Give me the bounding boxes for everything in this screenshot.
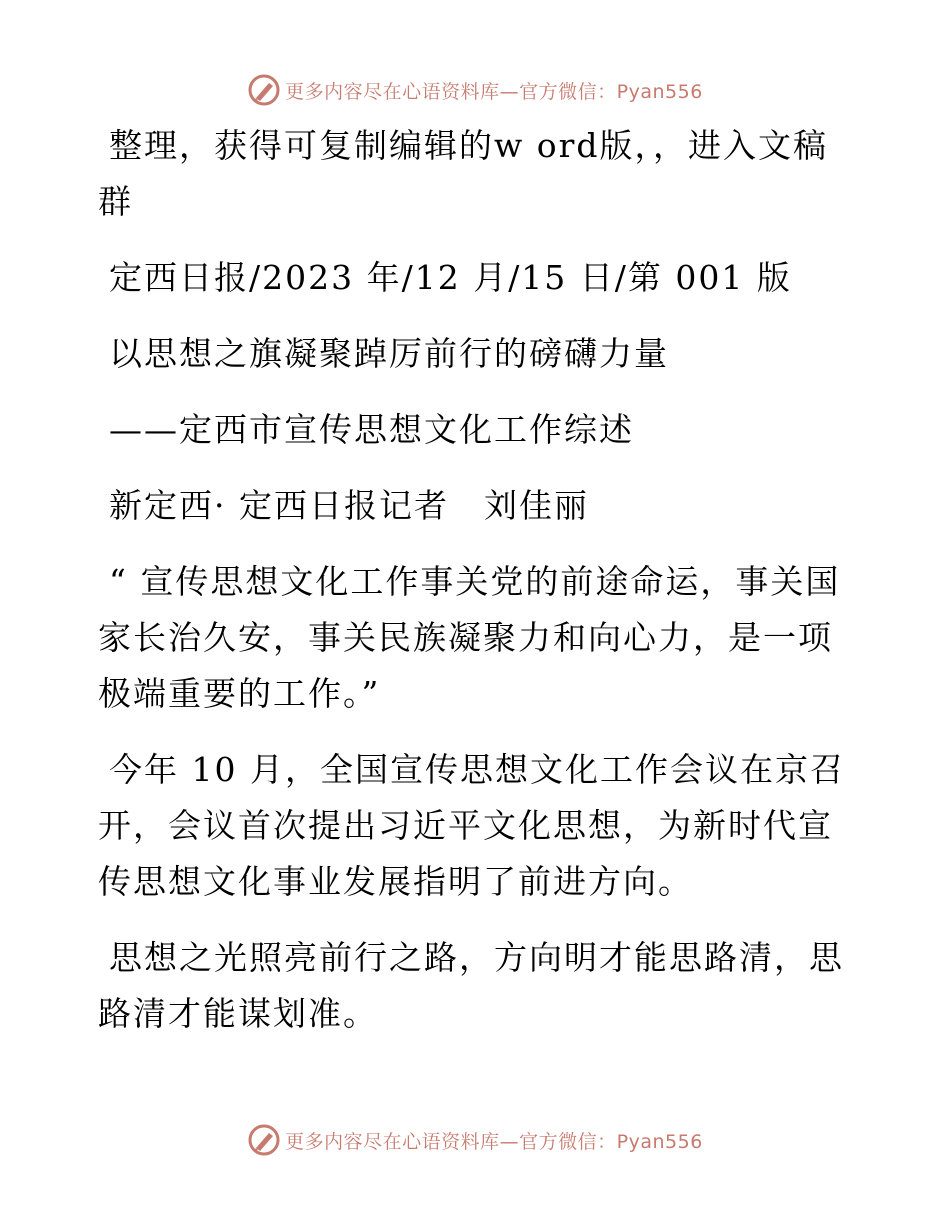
quote-paragraph: “ 宣传思想文化工作事关党的前途命运，事关国家长治久安，事关民族凝聚力和向心力，是一项极端重要的工作。” [98, 562, 841, 713]
header-watermark [0, 70, 950, 110]
document-body [98, 118, 858, 1042]
article-title: 以思想之旗凝聚踔厉前行的磅礴力量 [109, 334, 669, 373]
byline: 新定西· 定西日报记者 刘佳丽 [109, 486, 589, 525]
publication-line: 定西日报/2023 年/12 月/15 日/第 001 版 [109, 258, 792, 297]
watermark-text: 更多内容尽在心语资料库—官方微信：Pyan556 [285, 1130, 703, 1153]
pen-logo-icon [247, 73, 281, 107]
footer-watermark [0, 1120, 950, 1160]
article-subtitle: ——定西市宣传思想文化工作综述 [109, 410, 634, 449]
pen-logo-icon [247, 1123, 281, 1157]
watermark-text: 更多内容尽在心语资料库—官方微信：Pyan556 [285, 80, 703, 103]
body-paragraph: 今年 10 月，全国宣传思想文化工作会议在京召开，会议首次提出习近平文化思想，为新时代宣传思想文化事业发展指明了前进方向。 [98, 750, 845, 901]
intro-paragraph: 整理，获得可复制编辑的w ord版，，进入文稿群 [98, 126, 829, 221]
body-paragraph: 思想之光照亮前行之路，方向明才能思路清，思路清才能谋划准。 [98, 938, 844, 1033]
